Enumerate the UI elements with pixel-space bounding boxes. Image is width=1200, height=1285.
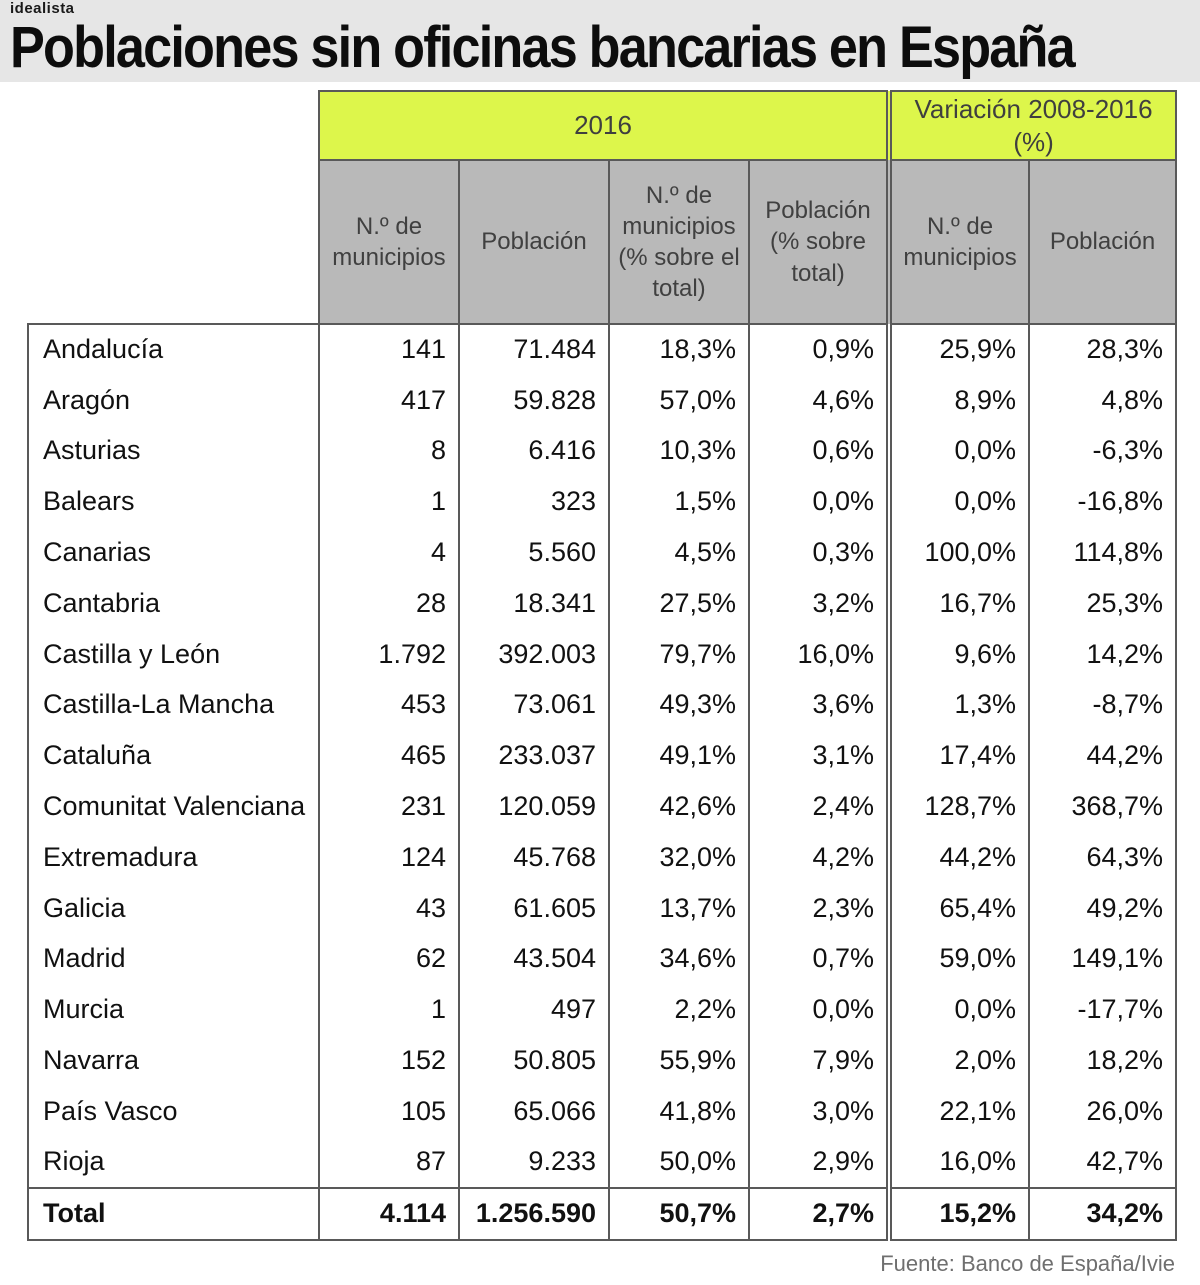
value-cell: 61.605 xyxy=(459,883,609,934)
value-cell: 0,0% xyxy=(749,476,889,527)
value-cell: 5.560 xyxy=(459,527,609,578)
value-cell: 28,3% xyxy=(1029,324,1176,375)
value-cell: -16,8% xyxy=(1029,476,1176,527)
value-cell: 0,3% xyxy=(749,527,889,578)
value-cell: 120.059 xyxy=(459,781,609,832)
value-cell: 149,1% xyxy=(1029,934,1176,985)
table-row xyxy=(28,324,1176,375)
value-cell: 13,7% xyxy=(609,883,749,934)
value-cell: 79,7% xyxy=(609,629,749,680)
value-cell: 0,0% xyxy=(749,984,889,1035)
value-cell: 8 xyxy=(319,426,459,477)
value-cell: 0,7% xyxy=(749,934,889,985)
region-name-cell: Castilla y León xyxy=(28,629,319,680)
value-cell: -17,7% xyxy=(1029,984,1176,1035)
value-cell: 465 xyxy=(319,730,459,781)
table-body xyxy=(28,324,1176,1240)
region-name-cell: Navarra xyxy=(28,1035,319,1086)
value-cell: 233.037 xyxy=(459,730,609,781)
group-header-2016: 2016 xyxy=(319,91,889,160)
value-cell: -8,7% xyxy=(1029,680,1176,731)
region-name-cell: Comunitat Valenciana xyxy=(28,781,319,832)
value-cell: 59,0% xyxy=(889,934,1029,985)
value-cell: 152 xyxy=(319,1035,459,1086)
region-name-cell: Cataluña xyxy=(28,730,319,781)
value-cell: 43 xyxy=(319,883,459,934)
total-row xyxy=(28,1188,1176,1240)
value-cell: 8,9% xyxy=(889,375,1029,426)
value-cell: 4,2% xyxy=(749,832,889,883)
value-cell: 42,7% xyxy=(1029,1137,1176,1188)
value-cell: 14,2% xyxy=(1029,629,1176,680)
region-name-cell: Murcia xyxy=(28,984,319,1035)
value-cell: 49,3% xyxy=(609,680,749,731)
value-cell: 65.066 xyxy=(459,1086,609,1137)
value-cell: 3,2% xyxy=(749,578,889,629)
value-cell: 28 xyxy=(319,578,459,629)
value-cell: 59.828 xyxy=(459,375,609,426)
region-name-cell: País Vasco xyxy=(28,1086,319,1137)
value-cell: 16,0% xyxy=(889,1137,1029,1188)
col-header-poblacion-var: Población xyxy=(1029,160,1176,324)
table-row xyxy=(28,1086,1176,1137)
region-name-cell: Total xyxy=(28,1188,319,1240)
value-cell: 1 xyxy=(319,984,459,1035)
value-cell: 27,5% xyxy=(609,578,749,629)
table-row xyxy=(28,1035,1176,1086)
table-row xyxy=(28,629,1176,680)
value-cell: 25,9% xyxy=(889,324,1029,375)
value-cell: 1,3% xyxy=(889,680,1029,731)
value-cell: 64,3% xyxy=(1029,832,1176,883)
col-header-poblacion-pct: Población (% sobre total) xyxy=(749,160,889,324)
region-name-cell: Aragón xyxy=(28,375,319,426)
value-cell: 128,7% xyxy=(889,781,1029,832)
value-cell: 18,2% xyxy=(1029,1035,1176,1086)
region-name-cell: Andalucía xyxy=(28,324,319,375)
table-row xyxy=(28,578,1176,629)
table-row xyxy=(28,1137,1176,1188)
idealista-logo: idealista xyxy=(10,0,75,17)
value-cell: 50,0% xyxy=(609,1137,749,1188)
value-cell: 392.003 xyxy=(459,629,609,680)
table-row xyxy=(28,680,1176,731)
region-name-cell: Canarias xyxy=(28,527,319,578)
value-cell: 124 xyxy=(319,832,459,883)
sub-header-row xyxy=(28,160,1176,324)
value-cell: 3,1% xyxy=(749,730,889,781)
value-cell: 43.504 xyxy=(459,934,609,985)
value-cell: 3,0% xyxy=(749,1086,889,1137)
value-cell: 16,0% xyxy=(749,629,889,680)
value-cell: 4,5% xyxy=(609,527,749,578)
value-cell: 0,9% xyxy=(749,324,889,375)
table-row xyxy=(28,476,1176,527)
value-cell: 45.768 xyxy=(459,832,609,883)
value-cell: 49,2% xyxy=(1029,883,1176,934)
value-cell: 4.114 xyxy=(319,1188,459,1240)
value-cell: 87 xyxy=(319,1137,459,1188)
value-cell: 2,7% xyxy=(749,1188,889,1240)
value-cell: 55,9% xyxy=(609,1035,749,1086)
value-cell: 44,2% xyxy=(889,832,1029,883)
table-row xyxy=(28,832,1176,883)
region-name-cell: Asturias xyxy=(28,426,319,477)
value-cell: 2,2% xyxy=(609,984,749,1035)
value-cell: 0,0% xyxy=(889,984,1029,1035)
value-cell: 16,7% xyxy=(889,578,1029,629)
value-cell: 32,0% xyxy=(609,832,749,883)
col-header-municipios-var: N.º de municipios xyxy=(889,160,1029,324)
table-row xyxy=(28,375,1176,426)
value-cell: 34,2% xyxy=(1029,1188,1176,1240)
value-cell: 2,4% xyxy=(749,781,889,832)
table-header xyxy=(28,91,1176,324)
source-note: Fuente: Banco de España/Ivie xyxy=(880,1250,1175,1276)
group-header-row xyxy=(28,91,1176,160)
table-row xyxy=(28,426,1176,477)
value-cell: 323 xyxy=(459,476,609,527)
region-name-cell: Extremadura xyxy=(28,832,319,883)
table-row xyxy=(28,883,1176,934)
col-header-poblacion-2016: Población xyxy=(459,160,609,324)
value-cell: 4 xyxy=(319,527,459,578)
value-cell: 18.341 xyxy=(459,578,609,629)
value-cell: 26,0% xyxy=(1029,1086,1176,1137)
value-cell: 6.416 xyxy=(459,426,609,477)
region-name-cell: Galicia xyxy=(28,883,319,934)
value-cell: 0,0% xyxy=(889,426,1029,477)
value-cell: 50.805 xyxy=(459,1035,609,1086)
value-cell: 3,6% xyxy=(749,680,889,731)
group-header-variacion: Variación 2008-2016 (%) xyxy=(889,91,1176,160)
regions-table xyxy=(27,90,1177,1241)
region-name-cell: Castilla-La Mancha xyxy=(28,680,319,731)
value-cell: 0,6% xyxy=(749,426,889,477)
col-header-municipios-pct: N.º de municipios (% sobre el total) xyxy=(609,160,749,324)
value-cell: 141 xyxy=(319,324,459,375)
value-cell: 44,2% xyxy=(1029,730,1176,781)
value-cell: 73.061 xyxy=(459,680,609,731)
value-cell: 41,8% xyxy=(609,1086,749,1137)
value-cell: 9,6% xyxy=(889,629,1029,680)
value-cell: 25,3% xyxy=(1029,578,1176,629)
header-spacer xyxy=(28,91,319,160)
value-cell: 4,6% xyxy=(749,375,889,426)
header-spacer xyxy=(28,160,319,324)
table-row xyxy=(28,527,1176,578)
value-cell: 17,4% xyxy=(889,730,1029,781)
value-cell: 65,4% xyxy=(889,883,1029,934)
value-cell: 18,3% xyxy=(609,324,749,375)
value-cell: 2,3% xyxy=(749,883,889,934)
value-cell: 417 xyxy=(319,375,459,426)
value-cell: 368,7% xyxy=(1029,781,1176,832)
value-cell: 4,8% xyxy=(1029,375,1176,426)
value-cell: 1,5% xyxy=(609,476,749,527)
value-cell: 1.256.590 xyxy=(459,1188,609,1240)
value-cell: 50,7% xyxy=(609,1188,749,1240)
value-cell: 34,6% xyxy=(609,934,749,985)
value-cell: 9.233 xyxy=(459,1137,609,1188)
value-cell: 231 xyxy=(319,781,459,832)
value-cell: 42,6% xyxy=(609,781,749,832)
value-cell: -6,3% xyxy=(1029,426,1176,477)
value-cell: 62 xyxy=(319,934,459,985)
value-cell: 15,2% xyxy=(889,1188,1029,1240)
table-row xyxy=(28,730,1176,781)
value-cell: 22,1% xyxy=(889,1086,1029,1137)
region-name-cell: Balears xyxy=(28,476,319,527)
table-row xyxy=(28,984,1176,1035)
value-cell: 2,0% xyxy=(889,1035,1029,1086)
page-title: Poblaciones sin oficinas bancarias en España xyxy=(10,15,1074,80)
value-cell: 100,0% xyxy=(889,527,1029,578)
value-cell: 2,9% xyxy=(749,1137,889,1188)
value-cell: 57,0% xyxy=(609,375,749,426)
value-cell: 49,1% xyxy=(609,730,749,781)
value-cell: 0,0% xyxy=(889,476,1029,527)
value-cell: 105 xyxy=(319,1086,459,1137)
region-name-cell: Cantabria xyxy=(28,578,319,629)
value-cell: 1 xyxy=(319,476,459,527)
value-cell: 10,3% xyxy=(609,426,749,477)
value-cell: 71.484 xyxy=(459,324,609,375)
value-cell: 114,8% xyxy=(1029,527,1176,578)
value-cell: 1.792 xyxy=(319,629,459,680)
region-name-cell: Madrid xyxy=(28,934,319,985)
region-name-cell: Rioja xyxy=(28,1137,319,1188)
table-row xyxy=(28,934,1176,985)
value-cell: 497 xyxy=(459,984,609,1035)
value-cell: 453 xyxy=(319,680,459,731)
table-row xyxy=(28,781,1176,832)
value-cell: 7,9% xyxy=(749,1035,889,1086)
col-header-municipios-2016: N.º de municipios xyxy=(319,160,459,324)
masthead xyxy=(0,0,1200,82)
